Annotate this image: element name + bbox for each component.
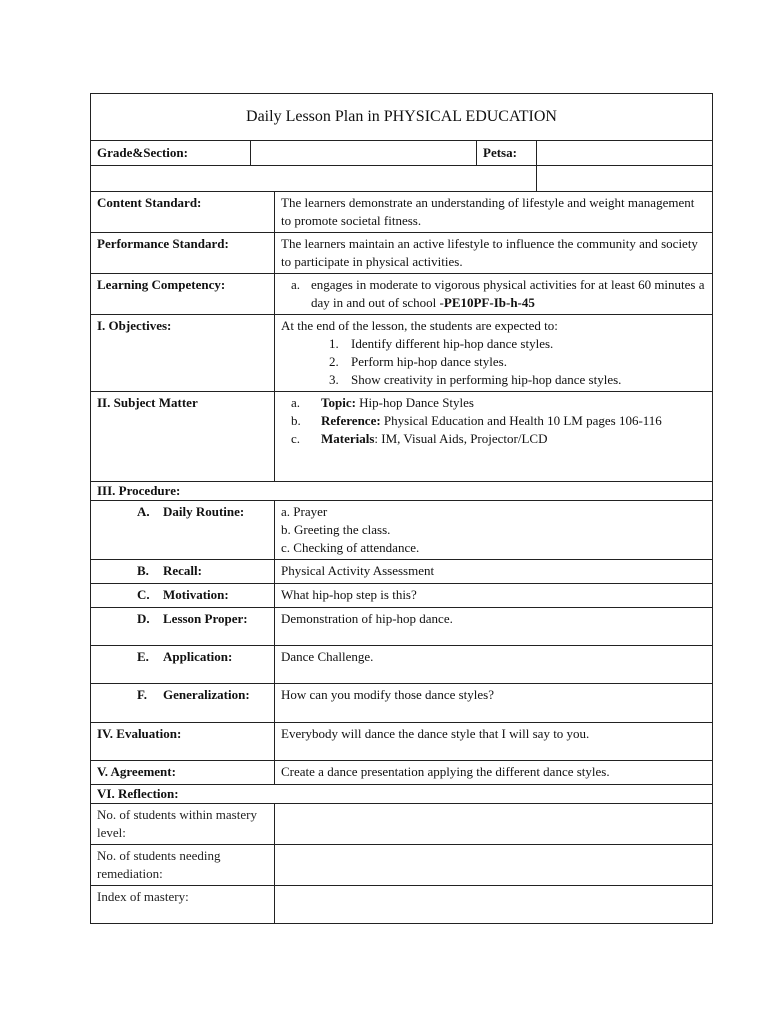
evaluation-label: IV. Evaluation: [91,723,275,761]
procedure-step-content: What hip-hop step is this? [275,584,713,608]
blank-cell [91,166,537,192]
subject-matter-item: c. Materials: IM, Visual Aids, Projector/LCD [291,431,548,446]
reflection-row-value [275,804,713,845]
performance-standard-label: Performance Standard: [91,233,275,274]
petsa-value [537,141,713,166]
lesson-plan-table [90,93,713,924]
objective-item: 2. Perform hip-hop dance styles. [329,354,507,369]
reflection-row-label: No. of students within mastery level: [91,804,275,845]
procedure-step-label: A. Daily Routine: [91,501,275,560]
procedure-step-label: C. Motivation: [91,584,275,608]
objective-item: 3. Show creativity in performing hip-hop dance styles. [329,372,622,387]
learning-competency-label: Learning Competency: [91,274,275,315]
procedure-step-label: F. Generalization: [91,684,275,723]
performance-standard-text: The learners maintain an active lifestyle to influence the community and society to participate in physical activities. [275,233,713,274]
objectives-content [275,315,713,392]
agreement-text: Create a dance presentation applying the different dance styles. [275,761,713,785]
competency-description: engages in moderate to vigorous physical activities for at least 60 minutes a day in and out of school - [311,277,705,310]
objective-item: 1. Identify different hip-hop dance styles. [329,336,554,351]
objectives-label: I. Objectives: [91,315,275,392]
subject-matter-label: II. Subject Matter [91,392,275,482]
procedure-step-content: Physical Activity Assessment [275,560,713,584]
lesson-plan-document [90,93,712,924]
subject-matter-item: a. Topic: Hip-hop Dance Styles [291,395,474,410]
procedure-step-label: D. Lesson Proper: [91,608,275,646]
procedure-label: III. Procedure: [91,482,713,501]
learning-competency-text [275,274,713,315]
procedure-step-content: How can you modify those dance styles? [275,684,713,723]
subject-matter-item: b. Reference: Physical Education and Health 10 LM pages 106-116 [291,413,662,428]
content-standard-label: Content Standard: [91,192,275,233]
procedure-step-content: a. Prayer b. Greeting the class. c. Checking of attendance. [275,501,713,560]
competency-code: PE10PF-Ib-h-45 [443,295,535,310]
objectives-intro: At the end of the lesson, the students are expected to: [281,318,558,333]
petsa-label: Petsa: [477,141,537,166]
content-standard-text: The learners demonstrate an understanding of lifestyle and weight management to promote societal fitness. [275,192,713,233]
reflection-row-value [275,886,713,924]
procedure-step-label: B. Recall: [91,560,275,584]
objectives-list [281,335,706,389]
grade-section-value [251,141,477,166]
reflection-label: VI. Reflection: [91,785,713,804]
document-title: Daily Lesson Plan in PHYSICAL EDUCATION [91,94,713,141]
procedure-step-label: E. Application: [91,646,275,684]
reflection-row-value [275,845,713,886]
procedure-step-content: Dance Challenge. [275,646,713,684]
grade-section-label: Grade&Section: [91,141,251,166]
reflection-row-label: Index of mastery: [91,886,275,924]
agreement-label: V. Agreement: [91,761,275,785]
procedure-step-content: Demonstration of hip-hop dance. [275,608,713,646]
evaluation-text: Everybody will dance the dance style that I will say to you. [275,723,713,761]
subject-matter-content [275,392,713,482]
competency-letter: a. [291,277,301,292]
reflection-row-label: No. of students needing remediation: [91,845,275,886]
blank-cell-right [537,166,713,192]
